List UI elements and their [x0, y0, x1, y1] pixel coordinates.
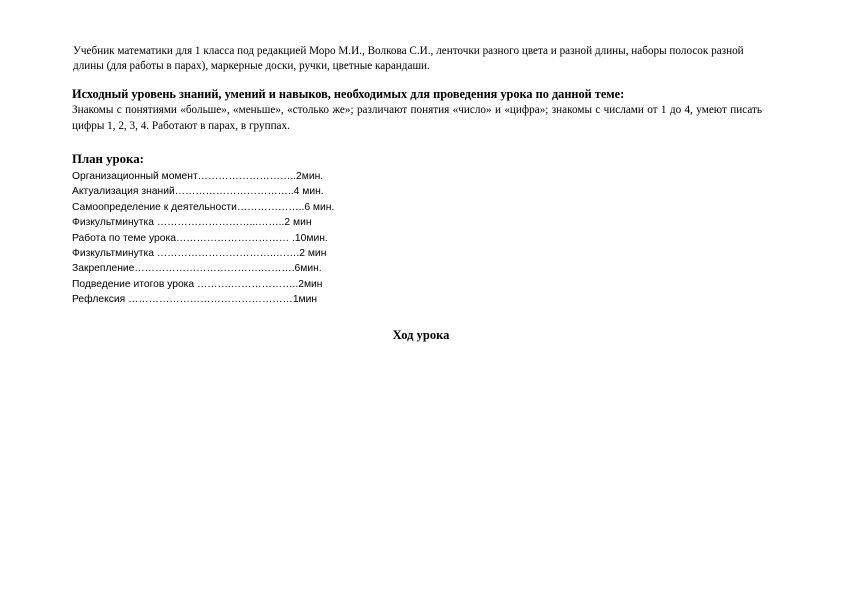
knowledge-level-text: Знакомы с понятиями «больше», «меньше», «столько же»; различают понятия «число» и «цифра»; знакомы с числами от 1 до 4, умеют писать цифры 1, 2, 3, 4. Работают в парах, в группах.: [72, 104, 762, 132]
plan-item-reflection: Рефлексия …………………………………………1мин: [72, 294, 318, 306]
plan-item-self-determination: Самоопределение к деятельности………………..6 мин.: [72, 201, 335, 213]
plan-heading: План урока:: [72, 152, 144, 166]
knowledge-level-heading: Исходный уровень знаний, умений и навыков, необходимых для проведения урока по данной теме:: [72, 87, 625, 101]
plan-item-physical-break-1: Физкультминутка ………………………...……..2 мин: [72, 217, 312, 229]
plan-item-org-moment: Организационный момент………………………..2мин.: [72, 171, 324, 182]
plan-item-knowledge-update: Актуализация знаний……………………………..4 мин.: [72, 186, 324, 198]
plan-list: [72, 169, 334, 308]
plan-item-summary: Подведение итогов урока ……….………………..2мин: [72, 278, 323, 290]
lesson-progress-heading: Ход урока: [392, 328, 450, 342]
materials-paragraph: Учебник математики для 1 класса под редакцией Моро М.И., Волкова С.И., ленточки разного цвета и разной длины, наборы полосок разной длины (для работы в парах), маркерные доски, ручки, цветные карандаши.: [73, 45, 744, 72]
plan-item-topic-work: Работа по теме урока…………………………… .10мин.: [72, 232, 328, 244]
plan-item-consolidation: Закрепление……………………………….……….6мин.: [72, 263, 322, 275]
plan-item-physical-break-2: Физкультминутка ……………………………..…….2 мин: [72, 248, 327, 260]
